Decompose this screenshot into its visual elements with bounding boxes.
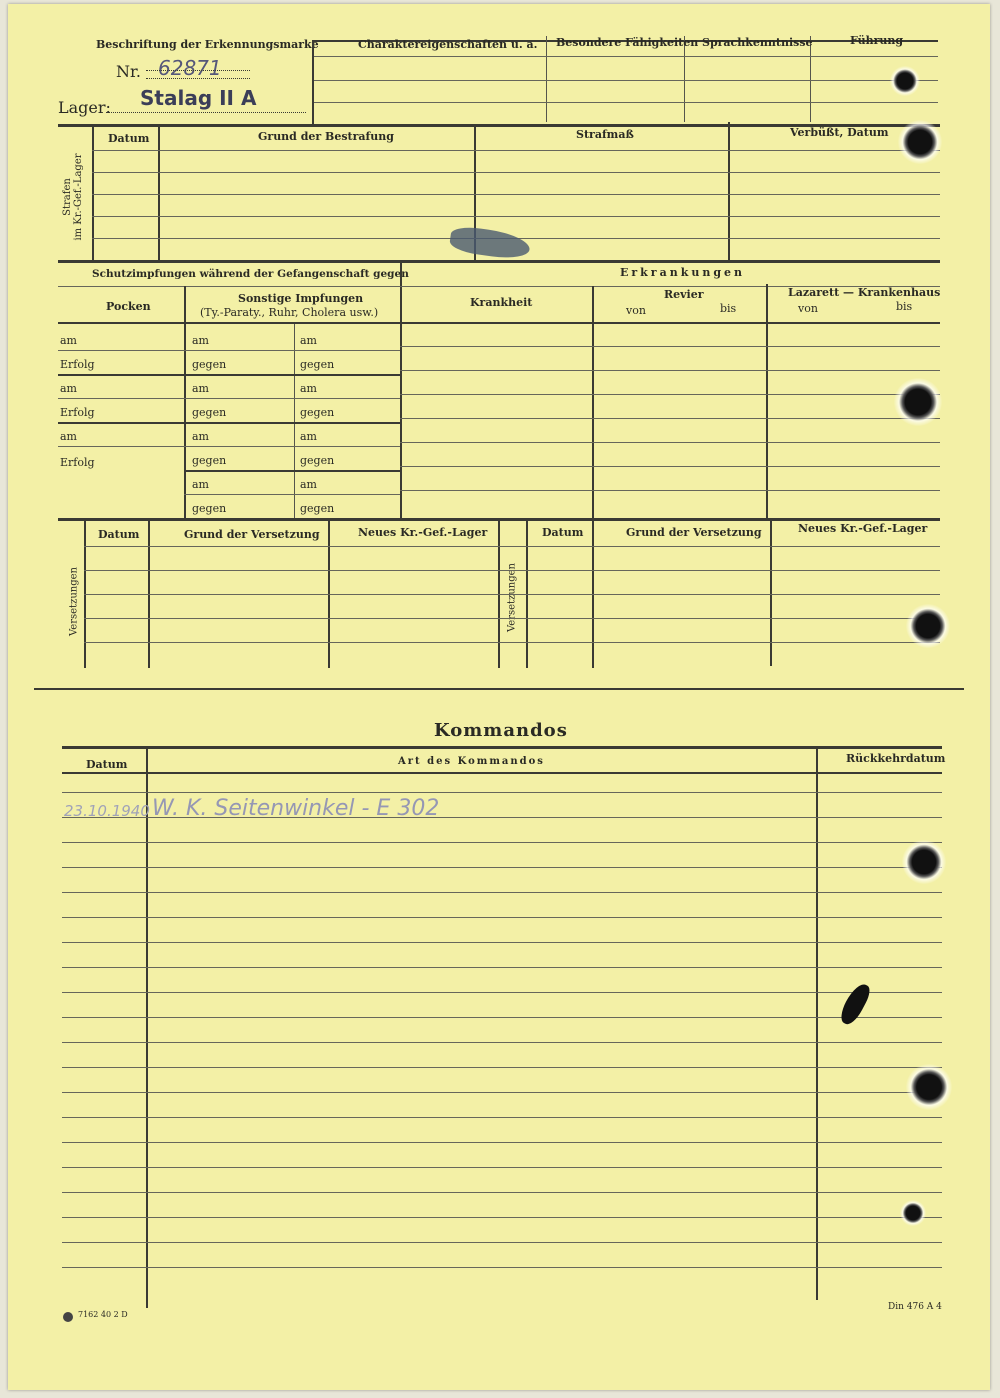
kommandos-col-rueckkehr: Rückkehrdatum <box>846 752 946 765</box>
punch-hole-3 <box>894 378 942 426</box>
sonst-row-8b: gegen <box>300 502 335 515</box>
impf-row-5: am <box>60 430 77 443</box>
sonst-row-2a: gegen <box>192 358 227 371</box>
kommando-row-line <box>62 942 942 943</box>
printer-mark-icon <box>63 1312 73 1322</box>
kommando-row-line <box>62 1042 942 1043</box>
nr-label: Nr. <box>116 62 141 81</box>
revier-label: Revier <box>664 288 704 301</box>
strafen-col-verbuesst: Verbüßt, Datum <box>790 126 889 139</box>
vers-right-col-lager: Neues Kr.-Gef.-Lager <box>798 522 928 535</box>
impf-row-1: am <box>60 334 77 347</box>
sonstige-label: Sonstige Impfungen <box>238 292 364 305</box>
sonst-row-1b: am <box>300 334 317 347</box>
sonst-row-8a: gegen <box>192 502 227 515</box>
kommandos-col-datum: Datum <box>86 758 128 771</box>
strafen-col-grund: Grund der Bestrafung <box>258 130 394 143</box>
versetzungen-side-label-left: Versetzungen <box>68 567 80 636</box>
punch-hole-5 <box>902 840 946 884</box>
kommando-row-line <box>62 967 942 968</box>
kommando-row-line <box>62 792 942 793</box>
vers-left-col-datum: Datum <box>98 528 140 541</box>
kommando-row-line <box>62 1167 942 1168</box>
strafen-col-datum: Datum <box>108 132 150 145</box>
kommandos-col-art: Art des Kommandos <box>398 756 545 767</box>
kommando-row-line <box>62 1242 942 1243</box>
kommando-entry-text: W. K. Seitenwinkel - E 302 <box>152 796 440 821</box>
kommando-row-line <box>62 1267 942 1268</box>
lazarett-label: Lazarett — Krankenhaus <box>788 286 941 299</box>
footer-right: Din 476 A 4 <box>888 1302 942 1312</box>
impf-row-6: Erfolg <box>60 456 95 469</box>
lazarett-von: von <box>798 302 818 315</box>
vers-left-col-lager: Neues Kr.-Gef.-Lager <box>358 526 488 539</box>
krankheit-label: Krankheit <box>470 296 533 309</box>
sonst-row-2b: gegen <box>300 358 335 371</box>
sonst-row-1a: am <box>192 334 209 347</box>
strafen-col-strafmass: Strafmaß <box>576 128 634 141</box>
impfungen-title: Schutzimpfungen während der Gefangenschaft gegen <box>92 268 409 280</box>
sonst-row-5b: am <box>300 430 317 443</box>
kommando-row-line <box>62 1067 942 1068</box>
kommandos-title: Kommandos <box>434 720 568 741</box>
sonst-row-6a: gegen <box>192 454 227 467</box>
kommando-row-line <box>62 1017 942 1018</box>
pocken-label: Pocken <box>106 300 151 313</box>
kommando-row-line <box>62 1092 942 1093</box>
vers-right-col-grund: Grund der Versetzung <box>626 526 762 539</box>
nr-value: 62871 <box>158 56 222 80</box>
punch-hole-7 <box>900 1200 926 1226</box>
kommando-entry-date: 23.10.1940 <box>64 802 150 820</box>
footer-left: 7162 40 2 D <box>78 1310 128 1319</box>
sonst-row-7b: am <box>300 478 317 491</box>
sonst-row-6b: gegen <box>300 454 335 467</box>
vers-right-col-datum: Datum <box>542 526 584 539</box>
form-sheet <box>8 4 990 1390</box>
sonst-row-3b: am <box>300 382 317 395</box>
nr-line <box>146 70 250 71</box>
impf-row-2: Erfolg <box>60 358 95 371</box>
kommando-row-line <box>62 1217 942 1218</box>
ink-mark <box>837 980 874 1027</box>
kommando-row-line <box>62 842 942 843</box>
sonstige-sub-label: (Ty.-Paraty., Ruhr, Cholera usw.) <box>200 306 379 319</box>
erkennungsmarke-title: Beschriftung der Erkennungsmarke <box>96 38 319 51</box>
strafen-side-label: Strafen im Kr.-Gef.-Lager <box>62 153 84 241</box>
sonst-row-5a: am <box>192 430 209 443</box>
kommando-row-line <box>62 867 942 868</box>
col-sprachkenntnisse: Sprachkenntnisse <box>702 36 813 49</box>
sonst-row-4b: gegen <box>300 406 335 419</box>
impf-row-4: Erfolg <box>60 406 95 419</box>
col-fuehrung: Führung <box>850 34 904 47</box>
kommando-row-line <box>62 1192 942 1193</box>
lager-value: Stalag II A <box>140 86 257 110</box>
kommando-row-line <box>62 1117 942 1118</box>
punch-hole-2 <box>898 120 942 164</box>
lazarett-bis: bis <box>896 300 913 313</box>
erkrankungen-title: Erkrankungen <box>620 266 746 279</box>
sonst-row-7a: am <box>192 478 209 491</box>
impf-row-3: am <box>60 382 77 395</box>
kommando-row-line <box>62 892 942 893</box>
kommando-row-line <box>62 917 942 918</box>
col-faehigkeiten: Besondere Fähigkeiten <box>556 36 699 49</box>
punch-hole-6 <box>906 1064 952 1110</box>
col-charakter: Charaktereigenschaften u. a. <box>358 38 538 51</box>
fold-line <box>34 688 964 690</box>
kommando-row-line <box>62 992 942 993</box>
sonst-row-3a: am <box>192 382 209 395</box>
revier-bis: bis <box>720 302 737 315</box>
kommando-row-line <box>62 817 942 818</box>
ink-stain <box>449 225 532 262</box>
vers-left-col-grund: Grund der Versetzung <box>184 528 320 541</box>
punch-hole-4 <box>906 604 950 648</box>
kommando-row-line <box>62 1142 942 1143</box>
lager-label: Lager: <box>58 98 111 117</box>
versetzungen-side-label-right: Versetzungen <box>506 563 518 632</box>
revier-von: von <box>626 304 646 317</box>
sonst-row-4a: gegen <box>192 406 227 419</box>
punch-hole-1 <box>890 66 920 96</box>
